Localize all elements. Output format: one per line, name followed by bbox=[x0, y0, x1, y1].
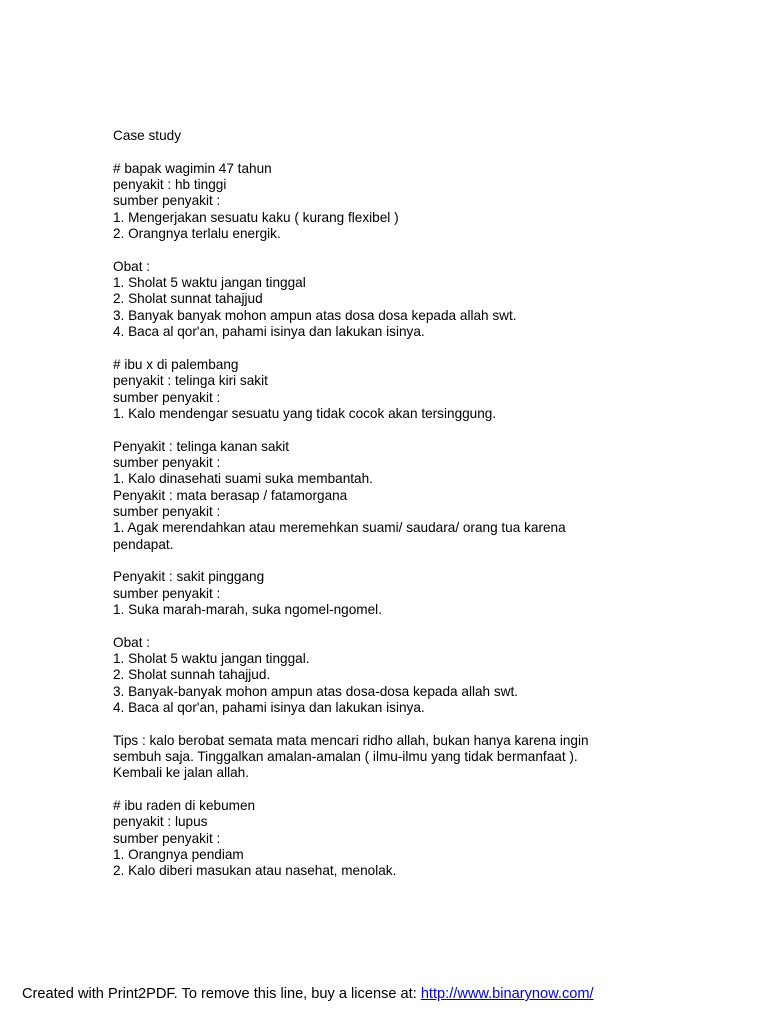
text-line: 1. Sholat 5 waktu jangan tinggal bbox=[113, 275, 306, 291]
document-title: Case study bbox=[113, 128, 182, 143]
document-body bbox=[113, 128, 653, 880]
blank-line bbox=[113, 618, 653, 634]
text-line: 1. Kalo mendengar sesuatu yang tidak cocok akan tersinggung. bbox=[113, 405, 497, 421]
text-line: 3. Banyak banyak mohon ampun atas dosa dosa kepada allah swt. bbox=[113, 307, 517, 323]
text-line: 1. Sholat 5 waktu jangan tinggal. bbox=[113, 651, 310, 666]
text-line: 1. Suka marah-marah, suka ngomel-ngomel. bbox=[113, 601, 382, 617]
text-line: Penyakit : sakit pinggang bbox=[113, 569, 265, 585]
text-line: penyakit : lupus bbox=[113, 814, 208, 830]
text-line: # ibu raden di kebumen bbox=[113, 798, 256, 814]
text-line: 4. Baca al qor'an, pahami isinya dan lakukan isinya. bbox=[113, 700, 425, 716]
text-line: pendapat. bbox=[113, 536, 174, 552]
text-line: 2. Orangnya terlalu energik. bbox=[113, 226, 281, 242]
text-line: sumber penyakit : bbox=[113, 585, 221, 601]
text-line: Tips : kalo berobat semata mata mencari ridho allah, bukan hanya karena ingin bbox=[113, 732, 589, 748]
text-line: Kembali ke jalan allah. bbox=[113, 765, 250, 781]
text-line: 2. Sholat sunnat tahajjud bbox=[113, 291, 263, 307]
blank-line bbox=[113, 782, 653, 798]
blank-line bbox=[113, 422, 653, 438]
text-line: 1. Mengerjakan sesuatu kaku ( kurang flexibel ) bbox=[113, 209, 399, 225]
text-line: sumber penyakit : bbox=[113, 503, 221, 519]
blank-line bbox=[113, 716, 653, 732]
text-line: sumber penyakit : bbox=[113, 830, 221, 846]
text-line: penyakit : hb tinggi bbox=[113, 177, 227, 193]
footer-text: Created with Print2PDF. To remove this line, buy a license at: bbox=[22, 986, 421, 1002]
blank-line bbox=[113, 340, 653, 356]
text-line: 2. Sholat sunnah tahajjud. bbox=[113, 667, 271, 683]
text-line: sumber penyakit : bbox=[113, 389, 221, 405]
text-line: sumber penyakit : bbox=[113, 454, 221, 470]
text-line: Obat : bbox=[113, 634, 151, 650]
text-line: # bapak wagimin 47 tahun bbox=[113, 160, 272, 176]
text-line: # ibu x di palembang bbox=[113, 356, 239, 372]
license-link[interactable]: http://www.binarynow.com/ bbox=[420, 986, 594, 1002]
text-line: sembuh saja. Tinggalkan amalan-amalan ( ilmu-ilmu yang tidak bermanfaat ). bbox=[113, 749, 578, 765]
text-line: Obat : bbox=[113, 258, 151, 274]
blank-line bbox=[113, 144, 653, 160]
text-line: sumber penyakit : bbox=[113, 193, 221, 209]
text-line: 3. Banyak-banyak mohon ampun atas dosa-dosa kepada allah swt. bbox=[113, 683, 519, 699]
text-line: 1. Kalo dinasehati suami suka membantah. bbox=[113, 471, 373, 487]
blank-line bbox=[113, 242, 653, 258]
text-line: 1. Orangnya pendiam bbox=[113, 847, 244, 863]
blank-line bbox=[113, 553, 653, 569]
text-line: 1. Agak merendahkan atau meremehkan suami/ saudara/ orang tua karena bbox=[113, 520, 566, 536]
text-line: 2. Kalo diberi masukan atau nasehat, menolak. bbox=[113, 863, 397, 879]
text-line: Penyakit : mata berasap / fatamorgana bbox=[113, 487, 348, 503]
text-line: 4. Baca al qor'an, pahami isinya dan lakukan isinya. bbox=[113, 324, 425, 340]
text-line: penyakit : telinga kiri sakit bbox=[113, 373, 268, 389]
print2pdf-footer bbox=[22, 985, 594, 1003]
text-line: Penyakit : telinga kanan sakit bbox=[113, 438, 290, 454]
